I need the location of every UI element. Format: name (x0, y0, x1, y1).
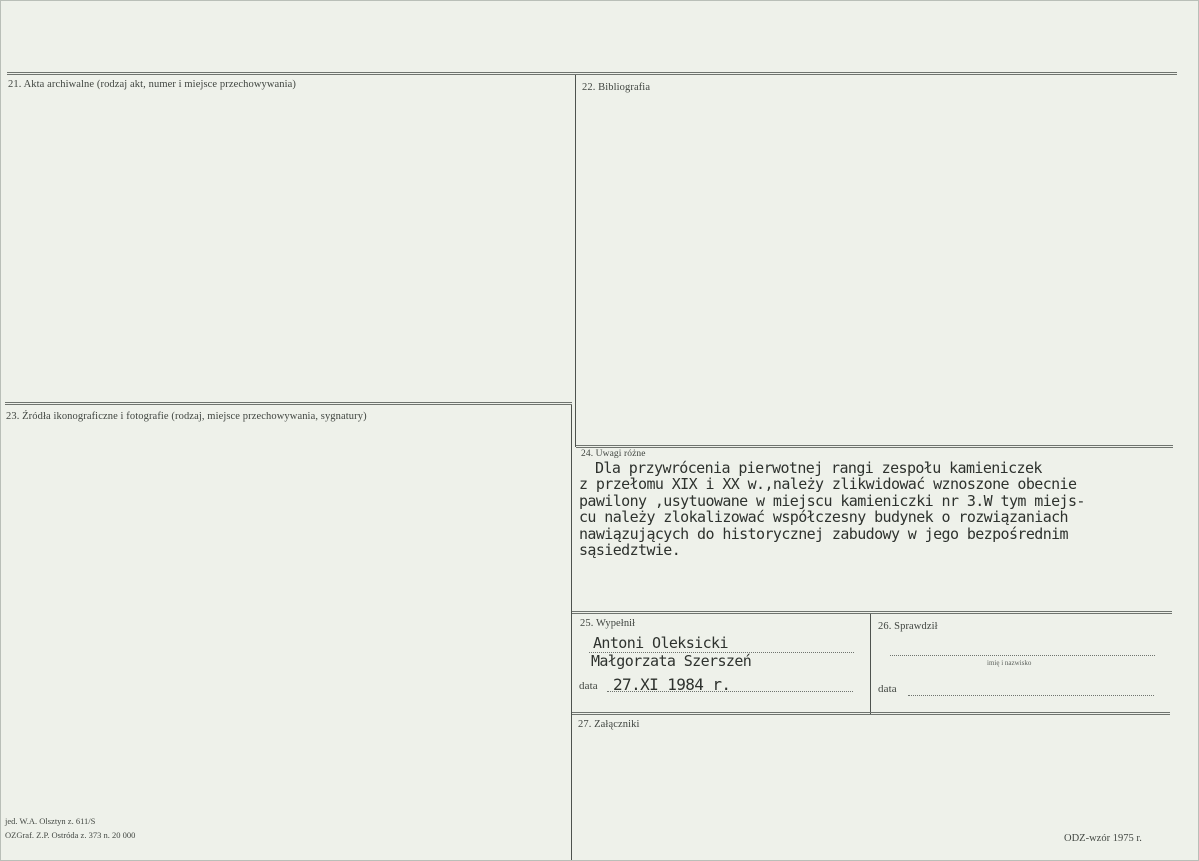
printer-note-line-2: OZGraf. Z.P. Ostróda z. 373 n. 20 000 (5, 830, 136, 840)
remarks-line: cu należy zlokalizować współczesny budynek o rozwiązaniach (579, 508, 1068, 527)
section-25-label: 25. Wypełnił (580, 618, 636, 629)
remarks-line: Dla przywrócenia pierwotnej rangi zespołu kamieniczek (595, 459, 1042, 477)
section-26-label: 26. Sprawdził (878, 621, 938, 632)
filled-by-name-2: Małgorzata Szerszeń (591, 652, 752, 670)
section-26-date-line (908, 695, 1154, 696)
divider-section-24 (576, 445, 1173, 448)
section-22-label: 22. Bibliografia (582, 82, 651, 93)
section-21-label: 21. Akta archiwalne (rodzaj akt, numer i miejsce przechowywania) (8, 79, 297, 90)
section-25-date-line (607, 691, 853, 692)
section-26-date-label: data (878, 683, 897, 695)
divider-section-23 (5, 402, 572, 405)
remarks-line: z przełomu XIX i XX w.,należy zlikwidować wznoszone obecnie (579, 475, 1077, 494)
divider-vertical-lower (571, 405, 572, 860)
checked-by-name-line (890, 655, 1155, 656)
section-25-date-label: data (579, 680, 598, 692)
divider-vertical-25-26 (870, 614, 871, 714)
divider-top (7, 72, 1177, 75)
section-27-label: 27. Załączniki (578, 719, 640, 730)
section-24-label: 24. Uwagi różne (581, 449, 646, 459)
form-identifier: ODZ-wzór 1975 r. (1064, 833, 1142, 844)
remarks-line: pawilony ,usytuowane w miejscu kamieniczki nr 3.W tym miejs- (579, 491, 1085, 510)
printer-note-line-1: jed. W.A. Olsztyn z. 611/S (5, 816, 96, 826)
remarks-line: nawiązujących do historycznej zabudowy w jego bezpośrednim (579, 524, 1068, 543)
remarks-text (579, 460, 1085, 558)
divider-section-27 (572, 712, 1170, 715)
divider-vertical-upper (575, 75, 576, 447)
filled-by-date: 27.XI 1984 r. (613, 675, 731, 694)
remarks-line: sąsiedztwie. (579, 541, 681, 560)
divider-section-25 (572, 611, 1172, 614)
section-23-label: 23. Źródła ikonograficzne i fotografie (rodzaj, miejsce przechowywania, sygnatury) (6, 411, 367, 422)
filled-by-name-1: Antoni Oleksicki (593, 634, 728, 652)
checked-by-caption: imię i nazwisko (987, 659, 1032, 667)
